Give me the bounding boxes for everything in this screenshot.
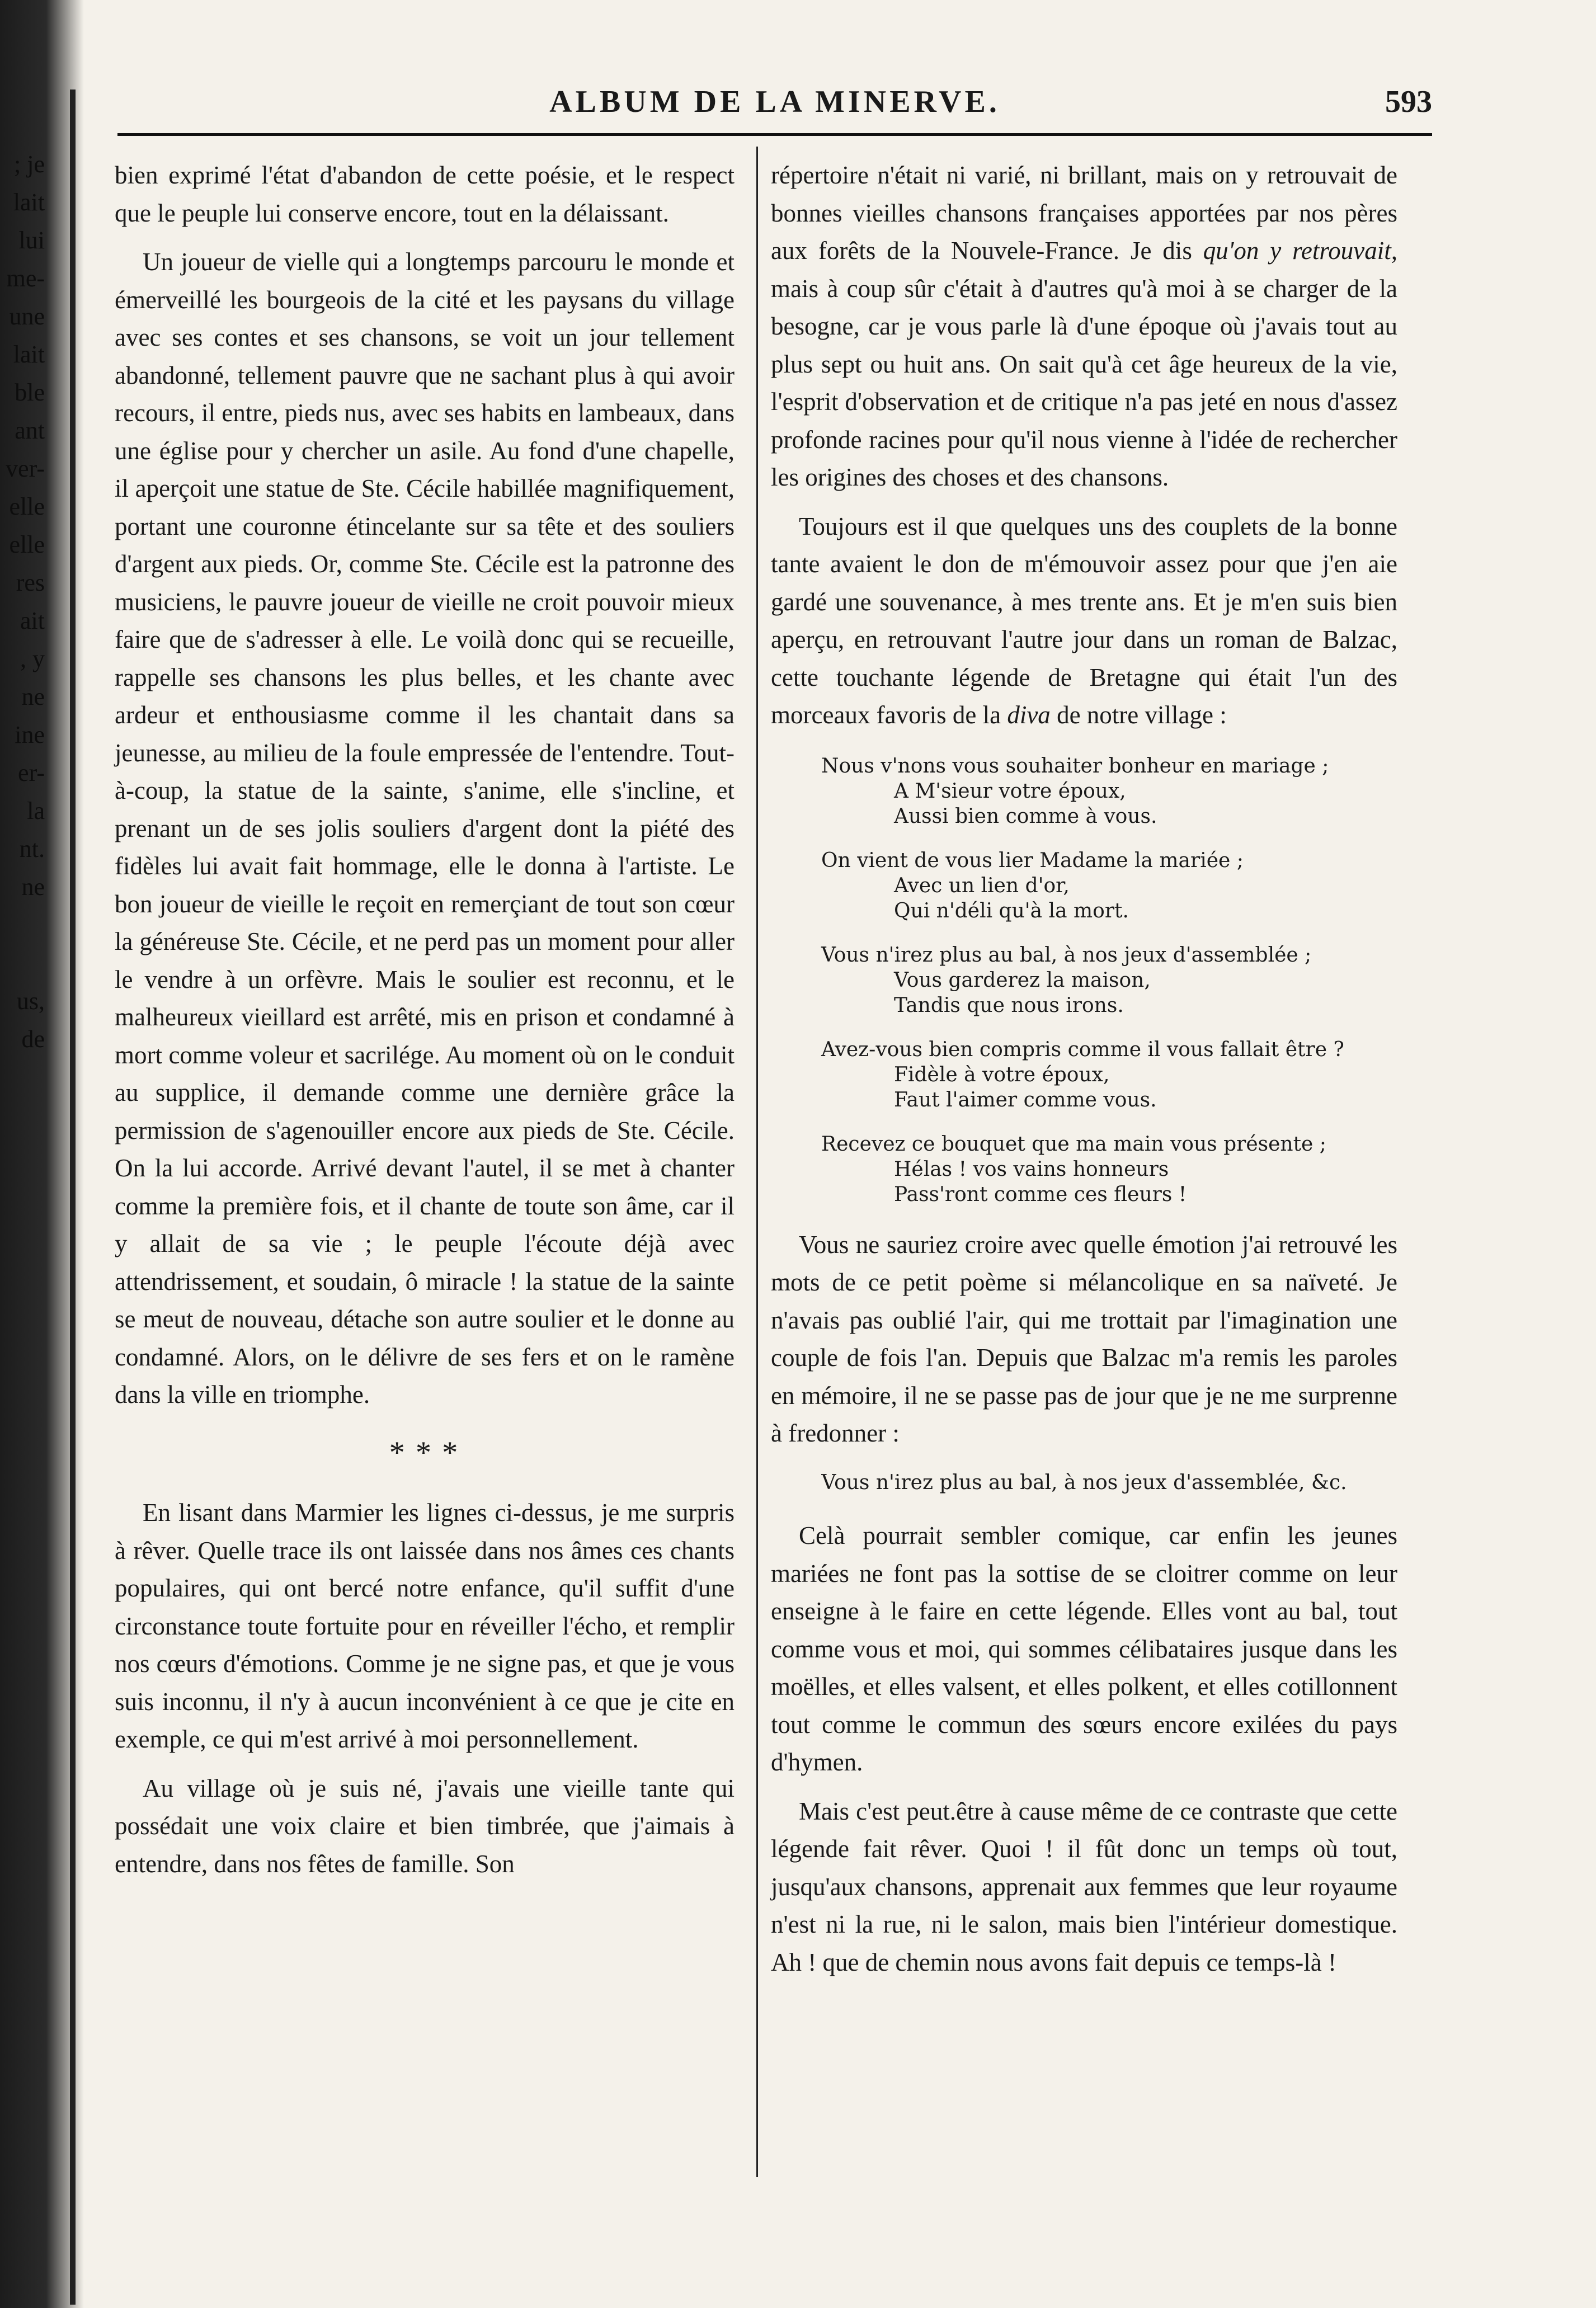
paragraph-text: Toujours est il que quelques uns des couplets de la bonne tante avaient le don de m'émouvoir assez pour que j'en aie gardé une souvenance, à mes trente ans. Et je m'en suis bien aperçu, en retrouvant l'autre jour dans un roman de Balzac, cette touchante légende de Bretagne qui était l'un des morceaux favoris de la	[771, 512, 1397, 729]
running-header	[117, 84, 1432, 129]
margin-fragment: ine	[15, 721, 45, 748]
poem-line: On vient de vous lier Madame la mariée ;	[821, 849, 1244, 872]
poem-stanza	[821, 848, 1397, 924]
poem-line: Vous garderez la maison,	[894, 968, 1151, 992]
margin-fragment: ne	[21, 683, 45, 710]
margin-fragment: lait	[13, 189, 45, 216]
margin-fragment: us,	[16, 987, 45, 1015]
header-rule	[117, 133, 1432, 136]
poem-line: Vous n'irez plus au bal, à nos jeux d'assemblée ;	[821, 943, 1312, 967]
margin-fragment: ; je	[14, 150, 45, 178]
margin-fragment: une	[9, 303, 45, 330]
margin-fragment	[0, 906, 45, 944]
margin-fragment: , y	[20, 645, 45, 672]
facing-page-fragments	[0, 145, 45, 1058]
paragraph-text: mais à coup sûr c'était à d'autres qu'à moi à se charger de la besogne, car je vous parle là d'une époque où j'avais tout au plus sept ou huit ans. On sait qu'à cet âge heureux de la vie, l'esprit d'observation et de critique n'a pas jeté en nous d'assez profonde racines pour qu'il nous vienne à l'idée de rechercher les origines des choses et des chansons.	[771, 274, 1397, 491]
margin-fragment: lait	[13, 341, 45, 368]
paragraph	[771, 157, 1397, 497]
poem-line: Qui n'déli qu'à la mort.	[894, 899, 1129, 922]
paragraph	[771, 508, 1397, 734]
margin-fragment: ait	[20, 607, 45, 634]
margin-fragment: de	[21, 1025, 45, 1053]
margin-fragment: elle	[9, 531, 45, 558]
paragraph-text: de notre village :	[1057, 701, 1227, 729]
poem-line: Aussi bien comme à vous.	[894, 804, 1157, 828]
page-spine-shadow	[70, 90, 76, 2305]
poem-line: Faut l'aimer comme vous.	[894, 1088, 1157, 1111]
margin-fragment: ne	[21, 873, 45, 901]
emphasis: diva	[1007, 701, 1051, 729]
paragraph: Au village où je suis né, j'avais une vieille tante qui possédait une voix claire et bien timbrée, que j'aimais à entendre, dans nos fêtes de famille. Son	[115, 1774, 735, 1878]
poem-line: Tandis que nous irons.	[894, 993, 1124, 1017]
poem-line: Avez-vous bien compris comme il vous fallait être ?	[821, 1038, 1344, 1061]
poem-line: Fidèle à votre époux,	[894, 1063, 1110, 1086]
emphasis: qu'on y retrouvait,	[1203, 237, 1397, 265]
right-column	[771, 157, 1397, 1993]
quoted-verse: Vous n'irez plus au bal, à nos jeux d'assemblée, &c.	[821, 1471, 1347, 1494]
margin-fragment: lui	[18, 227, 45, 254]
poem-line: Avec un lien d'or,	[894, 874, 1070, 897]
paragraph: bien exprimé l'état d'abandon de cette poésie, et le respect que le peuple lui conserve encore, tout en la délaissant.	[115, 161, 735, 227]
paragraph: Celà pourrait sembler comique, car enfin les jeunes mariées ne font pas la sottise de se cloitrer comme on leur enseigne à le faire en cette légende. Elles vont au bal, tout comme vous et moi, qui sommes célibataires jusque dans les moëlles, et elles valsent, et elles polkent, et elles cotillonnent tout comme le commun des sœurs encore exilées du pays d'hymen.	[771, 1522, 1397, 1776]
margin-fragment: ver-	[6, 455, 45, 482]
left-column	[115, 157, 735, 1894]
margin-fragment: ble	[15, 379, 45, 406]
poem-line: Nous v'nons vous souhaiter bonheur en mariage ;	[821, 754, 1329, 778]
poem-line: A M'sieur votre époux,	[894, 779, 1126, 803]
margin-fragment: er-	[18, 759, 45, 786]
margin-fragment	[0, 944, 45, 982]
page-number: 593	[1385, 84, 1432, 119]
poem	[821, 753, 1397, 1207]
margin-fragment: nt.	[19, 835, 45, 863]
paragraph-text: répertoire n'était ni varié, ni brillant, mais on y retrouvait de bonnes vieilles chansons françaises apportées par nos pères aux forêts de la Nouvele-France. Je dis	[771, 161, 1397, 265]
margin-fragment: elle	[9, 493, 45, 520]
margin-fragment: me-	[6, 265, 45, 292]
poem-line: Hélas ! vos vains honneurs	[894, 1157, 1169, 1181]
poem-stanza	[821, 1037, 1397, 1113]
paragraph: Un joueur de vielle qui a longtemps parcouru le monde et émerveillé les bourgeois de la cité et les paysans du village avec ses contes et ses chansons, se voit un jour tellement abandonné, tellement pauvre que ne sachant plus à qui avoir recours, il entre, pieds nus, avec ses habits en lambeaux, dans une église pour y chercher un asile. Au fond d'une chapelle, il aperçoit une statue de Ste. Cécile habillée magnifiquement, portant une couronne étincelante sur sa tête et des souliers d'argent aux pieds. Or, comme Ste. Cécile est la patronne des musiciens, le pauvre joueur de vieille ne croit pouvoir mieux faire que de s'adresser à elle. Le voilà donc qui se recueille, rappelle ses chansons les plus belles, et les chante avec ardeur et enthousiasme comme il les chantait dans sa jeunesse, au milieu de la foule empressée de l'entendre. Tout-à-coup, la statue de la sainte, s'anime, elle s'incline, et prenant un de ses jolis souliers d'argent dont la piété des fidèles lui avait fait hommage, elle le donna à l'artiste. Le bon joueur de vieille le reçoit en remerçiant de tout son cœur la généreuse Ste. Cécile, et ne perd pas un moment pour aller le vendre à un orfèvre. Mais le soulier est reconnu, et le malheureux vieillard est arrêté, mis en prison et condamné à mort comme voleur et sacrilége. Au moment où on le conduit au supplice, il demande comme une dernière grâce la permission de s'agenouiller encore aux pieds de Ste. Cécile. On la lui accorde. Arrivé devant l'autel, il se met à chanter comme la première fois, et il chante de toute son âme, car il y allait de sa vie ; le peuple l'écoute déjà avec attendrissement, et soudain, ô miracle ! la statue de la sainte se meut de nouveau, détache son autre soulier et le donne au condamné. Alors, on le délivre de ses fers et on le ramène dans la ville en triomphe.	[115, 248, 735, 1409]
column-divider	[756, 147, 758, 2177]
journal-title: ALBUM DE LA MINERVE.	[549, 84, 1000, 119]
paragraph: Vous ne sauriez croire avec quelle émotion j'ai retrouvé les mots de ce petit poème si mélancolique en sa naïveté. Je n'avais pas oublié l'air, qui me trottait par l'imagination une couple de fois l'an. Depuis que Balzac m'a remis les paroles en mémoire, il ne se passe pas de jour que je ne me surprenne à fredonner :	[771, 1230, 1397, 1447]
margin-fragment: la	[27, 797, 45, 825]
poem-line: Pass'ront comme ces fleurs !	[894, 1183, 1187, 1206]
paragraph: Mais c'est peut.être à cause même de ce contraste que cette légende fait rêver. Quoi ! il fût donc un temps où tout, jusqu'aux chansons, apprenait aux femmes que leur royaume n'est ni la rue, ni le salon, mais bien l'intérieur domestique. Ah ! que de chemin nous avons fait depuis ce temps-là !	[771, 1797, 1397, 1976]
poem-stanza	[821, 1132, 1397, 1207]
margin-fragment: ant	[15, 417, 45, 444]
paragraph: En lisant dans Marmier les lignes ci-dessus, je me surpris à rêver. Quelle trace ils ont laissée dans nos âmes ces chants populaires, qui ont bercé notre enfance, qu'il suffit d'une circonstance toute fortuite pour en réveiller l'écho, et remplir nos cœurs d'émotions. Comme je ne signe pas, et que je vous suis inconnu, il n'y à aucun inconvénient à ce que je cite en exemple, ce qui m'est arrivé à moi personnellement.	[115, 1499, 735, 1753]
margin-fragment: res	[16, 569, 45, 596]
section-separator: * * *	[389, 1435, 460, 1470]
poem-stanza	[821, 943, 1397, 1018]
poem-line: Recevez ce bouquet que ma main vous présente ;	[821, 1132, 1326, 1156]
poem-stanza	[821, 753, 1397, 829]
